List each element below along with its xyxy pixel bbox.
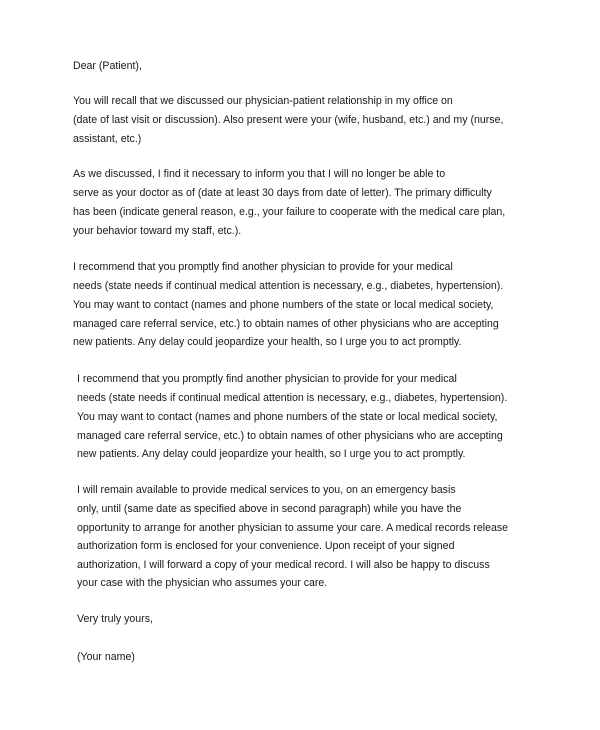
paragraph2-line2: serve as your doctor as of (date at least 30 days from date of letter). The primary difficulty bbox=[73, 187, 492, 199]
paragraph3-line1: I recommend that you promptly find another physician to provide for your medical bbox=[73, 261, 453, 273]
paragraph4-line4: managed care referral service, etc.) to obtain names of other physicians who are accepting bbox=[77, 430, 503, 442]
paragraph4-line2: needs (state needs if continual medical attention is necessary, e.g., diabetes, hypertension). bbox=[77, 392, 508, 404]
paragraph3-line4: managed care referral service, etc.) to obtain names of other physicians who are accepting bbox=[73, 318, 499, 330]
paragraph5-line4: authorization form is enclosed for your convenience. Upon receipt of your signed bbox=[77, 540, 455, 552]
salutation: Dear (Patient), bbox=[73, 60, 142, 72]
paragraph2-line1: As we discussed, I find it necessary to inform you that I will no longer be able to bbox=[73, 168, 446, 180]
paragraph4-line1: I recommend that you promptly find another physician to provide for your medical bbox=[77, 373, 457, 385]
paragraph3-line2: needs (state needs if continual medical attention is necessary, e.g., diabetes, hypertension). bbox=[73, 280, 504, 292]
paragraph5-line1: I will remain available to provide medical services to you, on an emergency basis bbox=[77, 484, 456, 496]
paragraph4-line5: new patients. Any delay could jeopardize your health, so I urge you to act promptly. bbox=[77, 448, 466, 460]
paragraph5-line6: your case with the physician who assumes your care. bbox=[77, 577, 328, 589]
signature: (Your name) bbox=[77, 651, 135, 663]
paragraph1-line2: (date of last visit or discussion). Also present were your (wife, husband, etc.) and my (nurse, bbox=[73, 114, 504, 126]
paragraph2-line3: has been (indicate general reason, e.g., your failure to cooperate with the medical care plan, bbox=[73, 206, 506, 218]
paragraph5-line3: opportunity to arrange for another physician to assume your care. A medical records release bbox=[77, 522, 509, 534]
paragraph5-line5: authorization, I will forward a copy of your medical record. I will also be happy to discuss bbox=[77, 559, 490, 571]
paragraph3-line3: You may want to contact (names and phone numbers of the state or local medical society, bbox=[73, 299, 494, 311]
paragraph2-line4: your behavior toward my staff, etc.). bbox=[73, 225, 242, 237]
paragraph1-line3: assistant, etc.) bbox=[73, 133, 142, 145]
paragraph3-line5: new patients. Any delay could jeopardize your health, so I urge you to act promptly. bbox=[73, 336, 462, 348]
paragraph1-line1: You will recall that we discussed our physician-patient relationship in my office on bbox=[73, 95, 453, 107]
closing: Very truly yours, bbox=[77, 613, 153, 625]
paragraph4-line3: You may want to contact (names and phone numbers of the state or local medical society, bbox=[77, 411, 498, 423]
paragraph5-line2: only, until (same date as specified above in second paragraph) while you have the bbox=[77, 503, 462, 515]
